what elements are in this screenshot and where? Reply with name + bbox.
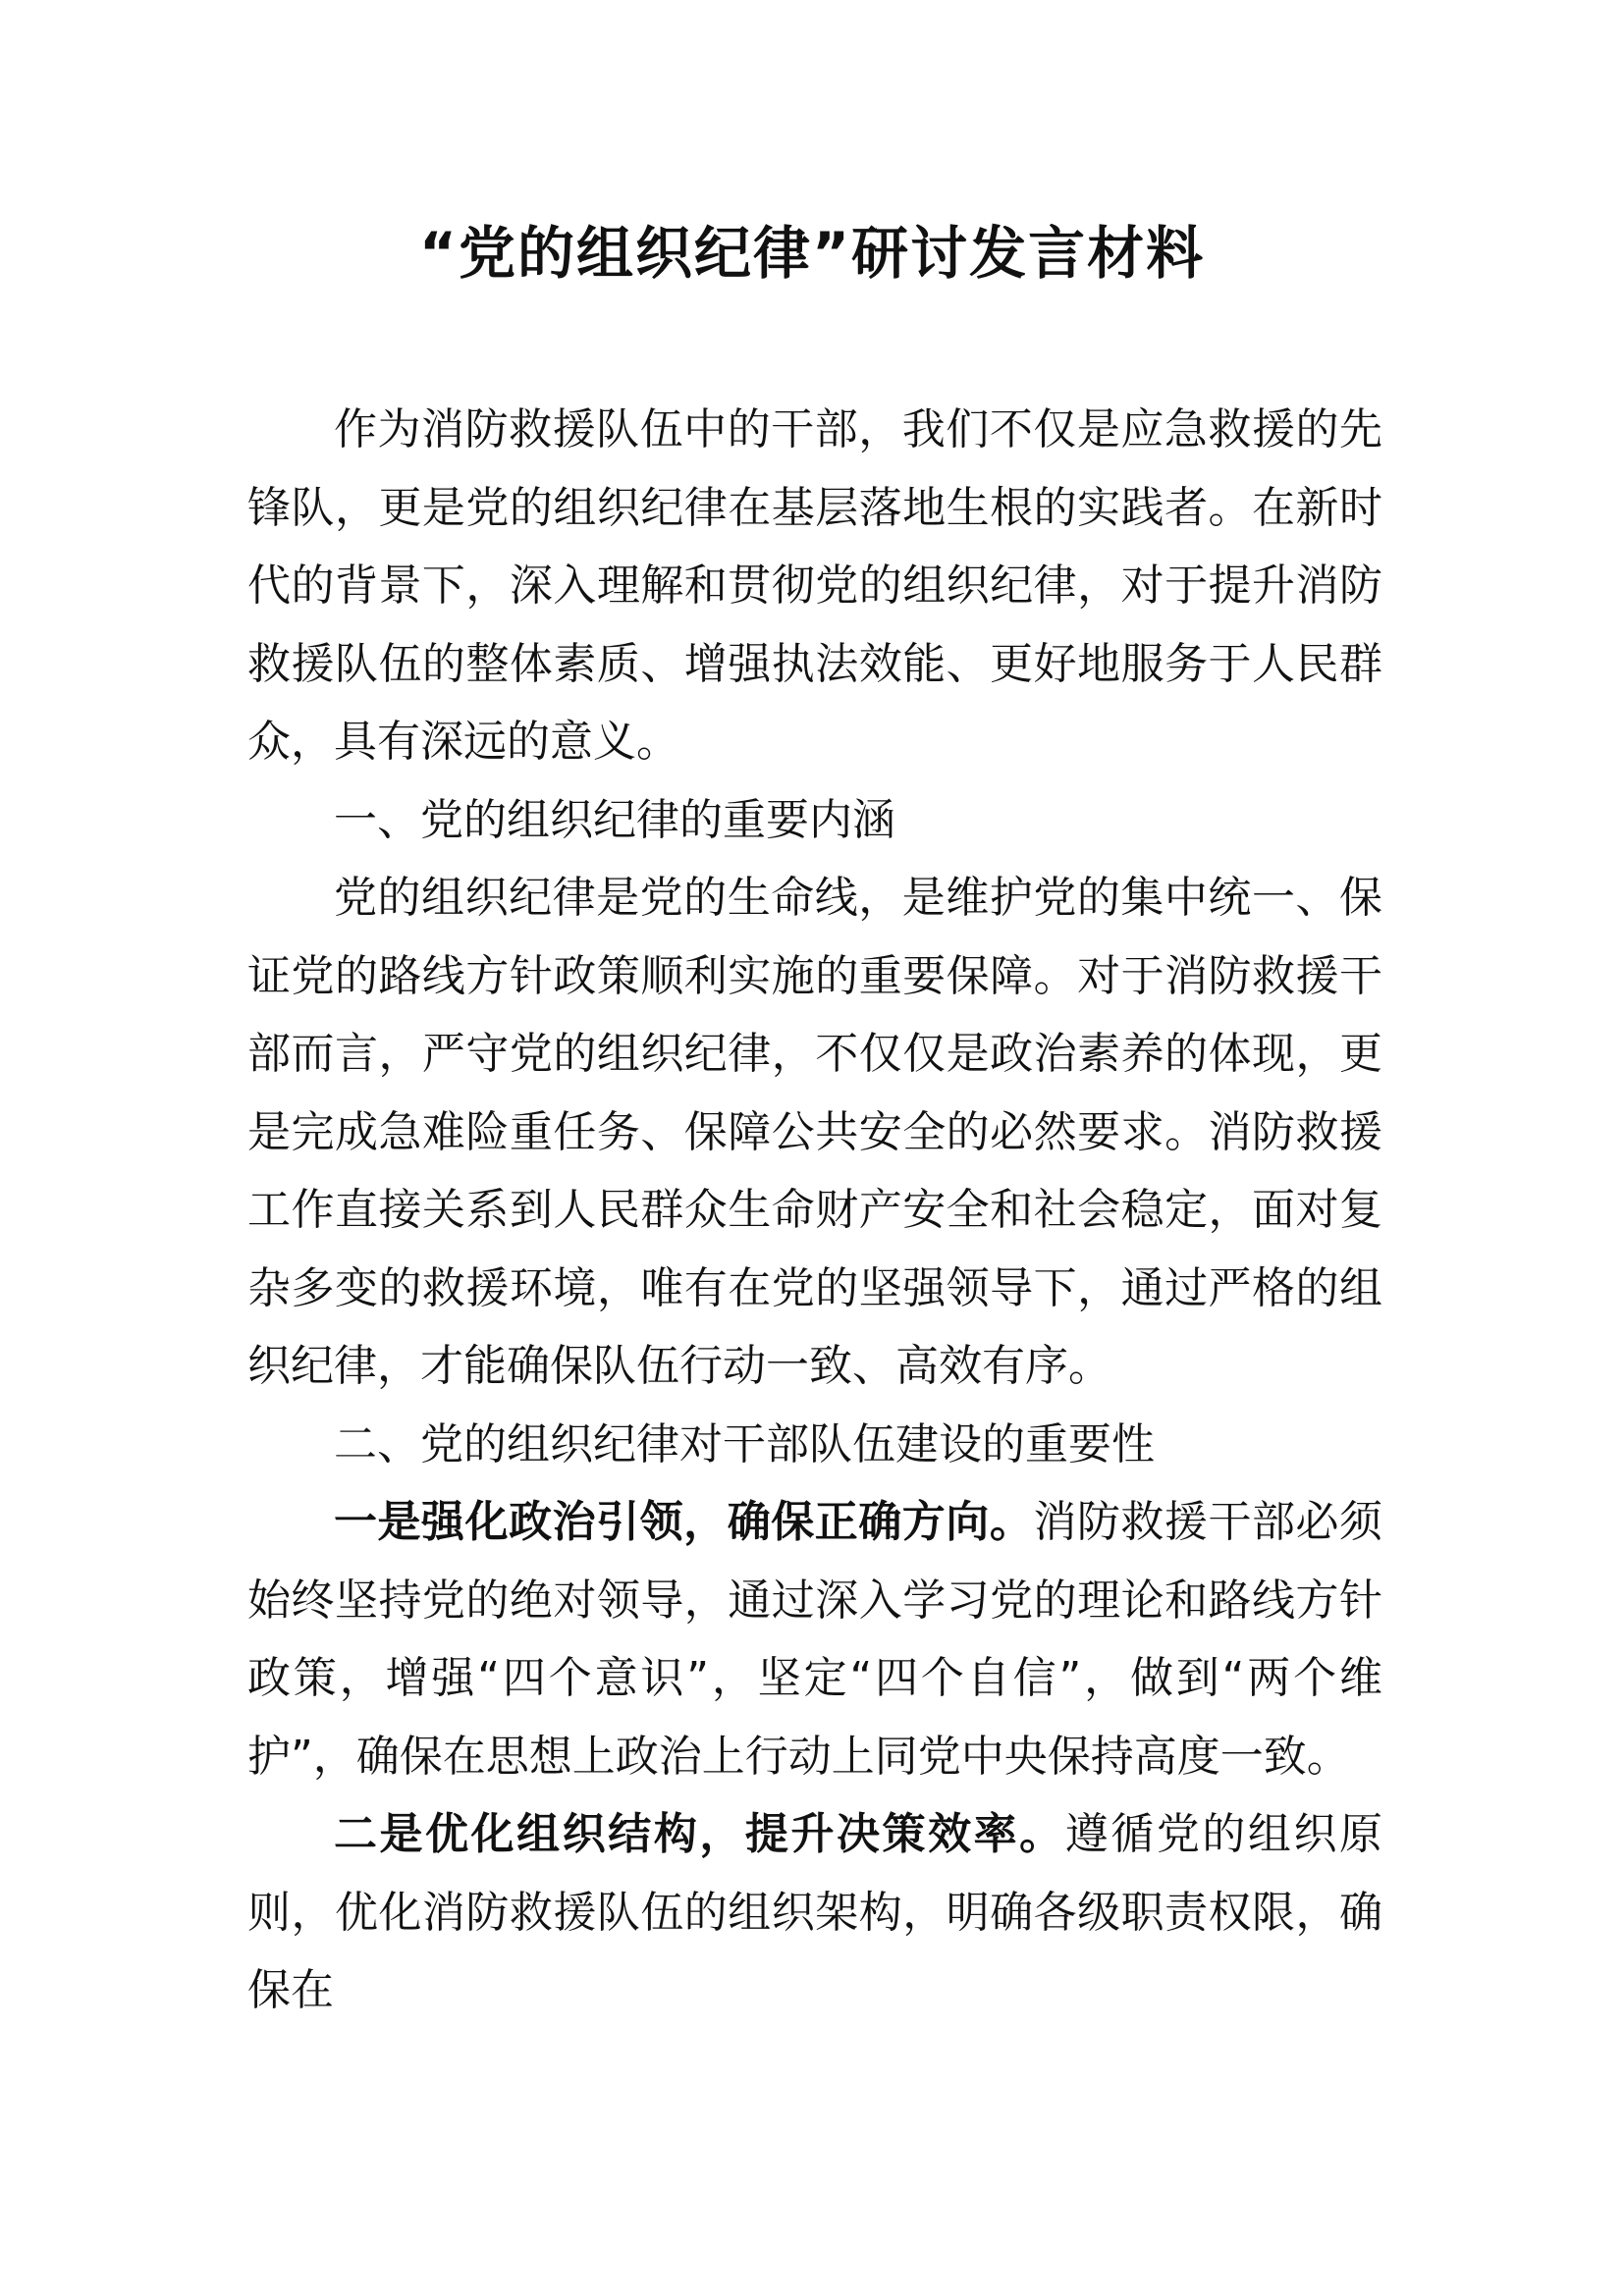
section-heading-1 xyxy=(247,781,1382,860)
document-body xyxy=(247,391,1382,2030)
point-2-paragraph xyxy=(247,1795,1382,2030)
point-1-text: 消防救援干部必须始终坚持党的绝对领导，通过深入学习党的理论和路线方针政策，增强“四个意识”，坚定“四个自信”，做到“两个维护”，确保在思想上政治上行动上同党中央保持高度一致。 xyxy=(247,1497,1383,1782)
section-1-text: 党的组织纪律是党的生命线，是维护党的集中统一、保证党的路线方针政策顺利实施的重要保障。对于消防救援干部而言，严守党的组织纪律，不仅仅是政治素养的体现，更是完成急难险重任务、保障公共安全的必然要求。消防救援工作直接关系到人民群众生命财产安全和社会稳定，面对复杂多变的救援环境，唯有在党的坚强领导下，通过严格的组织纪律，才能确保队伍行动一致、高效有序。 xyxy=(247,873,1382,1391)
point-1-paragraph xyxy=(247,1483,1382,1795)
section-1-paragraph xyxy=(247,859,1382,1406)
point-2-lead: 二是优化组织结构，提升决策效率。 xyxy=(334,1809,1065,1859)
document-title: “党的组织纪律”研讨发言材料 xyxy=(418,220,1206,287)
section-heading-2-text: 二、党的组织纪律对干部队伍建设的重要性 xyxy=(334,1418,1155,1469)
point-1-lead: 一是强化政治引领，确保正确方向。 xyxy=(334,1497,1034,1547)
section-heading-1-text: 一、党的组织纪律的重要内涵 xyxy=(334,794,895,845)
intro-text: 作为消防救援队伍中的干部，我们不仅是应急救援的先锋队，更是党的组织纪律在基层落地生根的实践者。在新时代的背景下，深入理解和贯彻党的组织纪律，对于提升消防救援队伍的整体素质、增强执法效能、更好地服务于人民群众，具有深远的意义。 xyxy=(247,404,1382,767)
section-heading-2 xyxy=(247,1406,1382,1484)
intro-paragraph xyxy=(247,391,1382,781)
point-2-text: 遵循党的组织原则，优化消防救援队伍的组织架构，明确各级职责权限，确保在 xyxy=(247,1809,1383,2015)
